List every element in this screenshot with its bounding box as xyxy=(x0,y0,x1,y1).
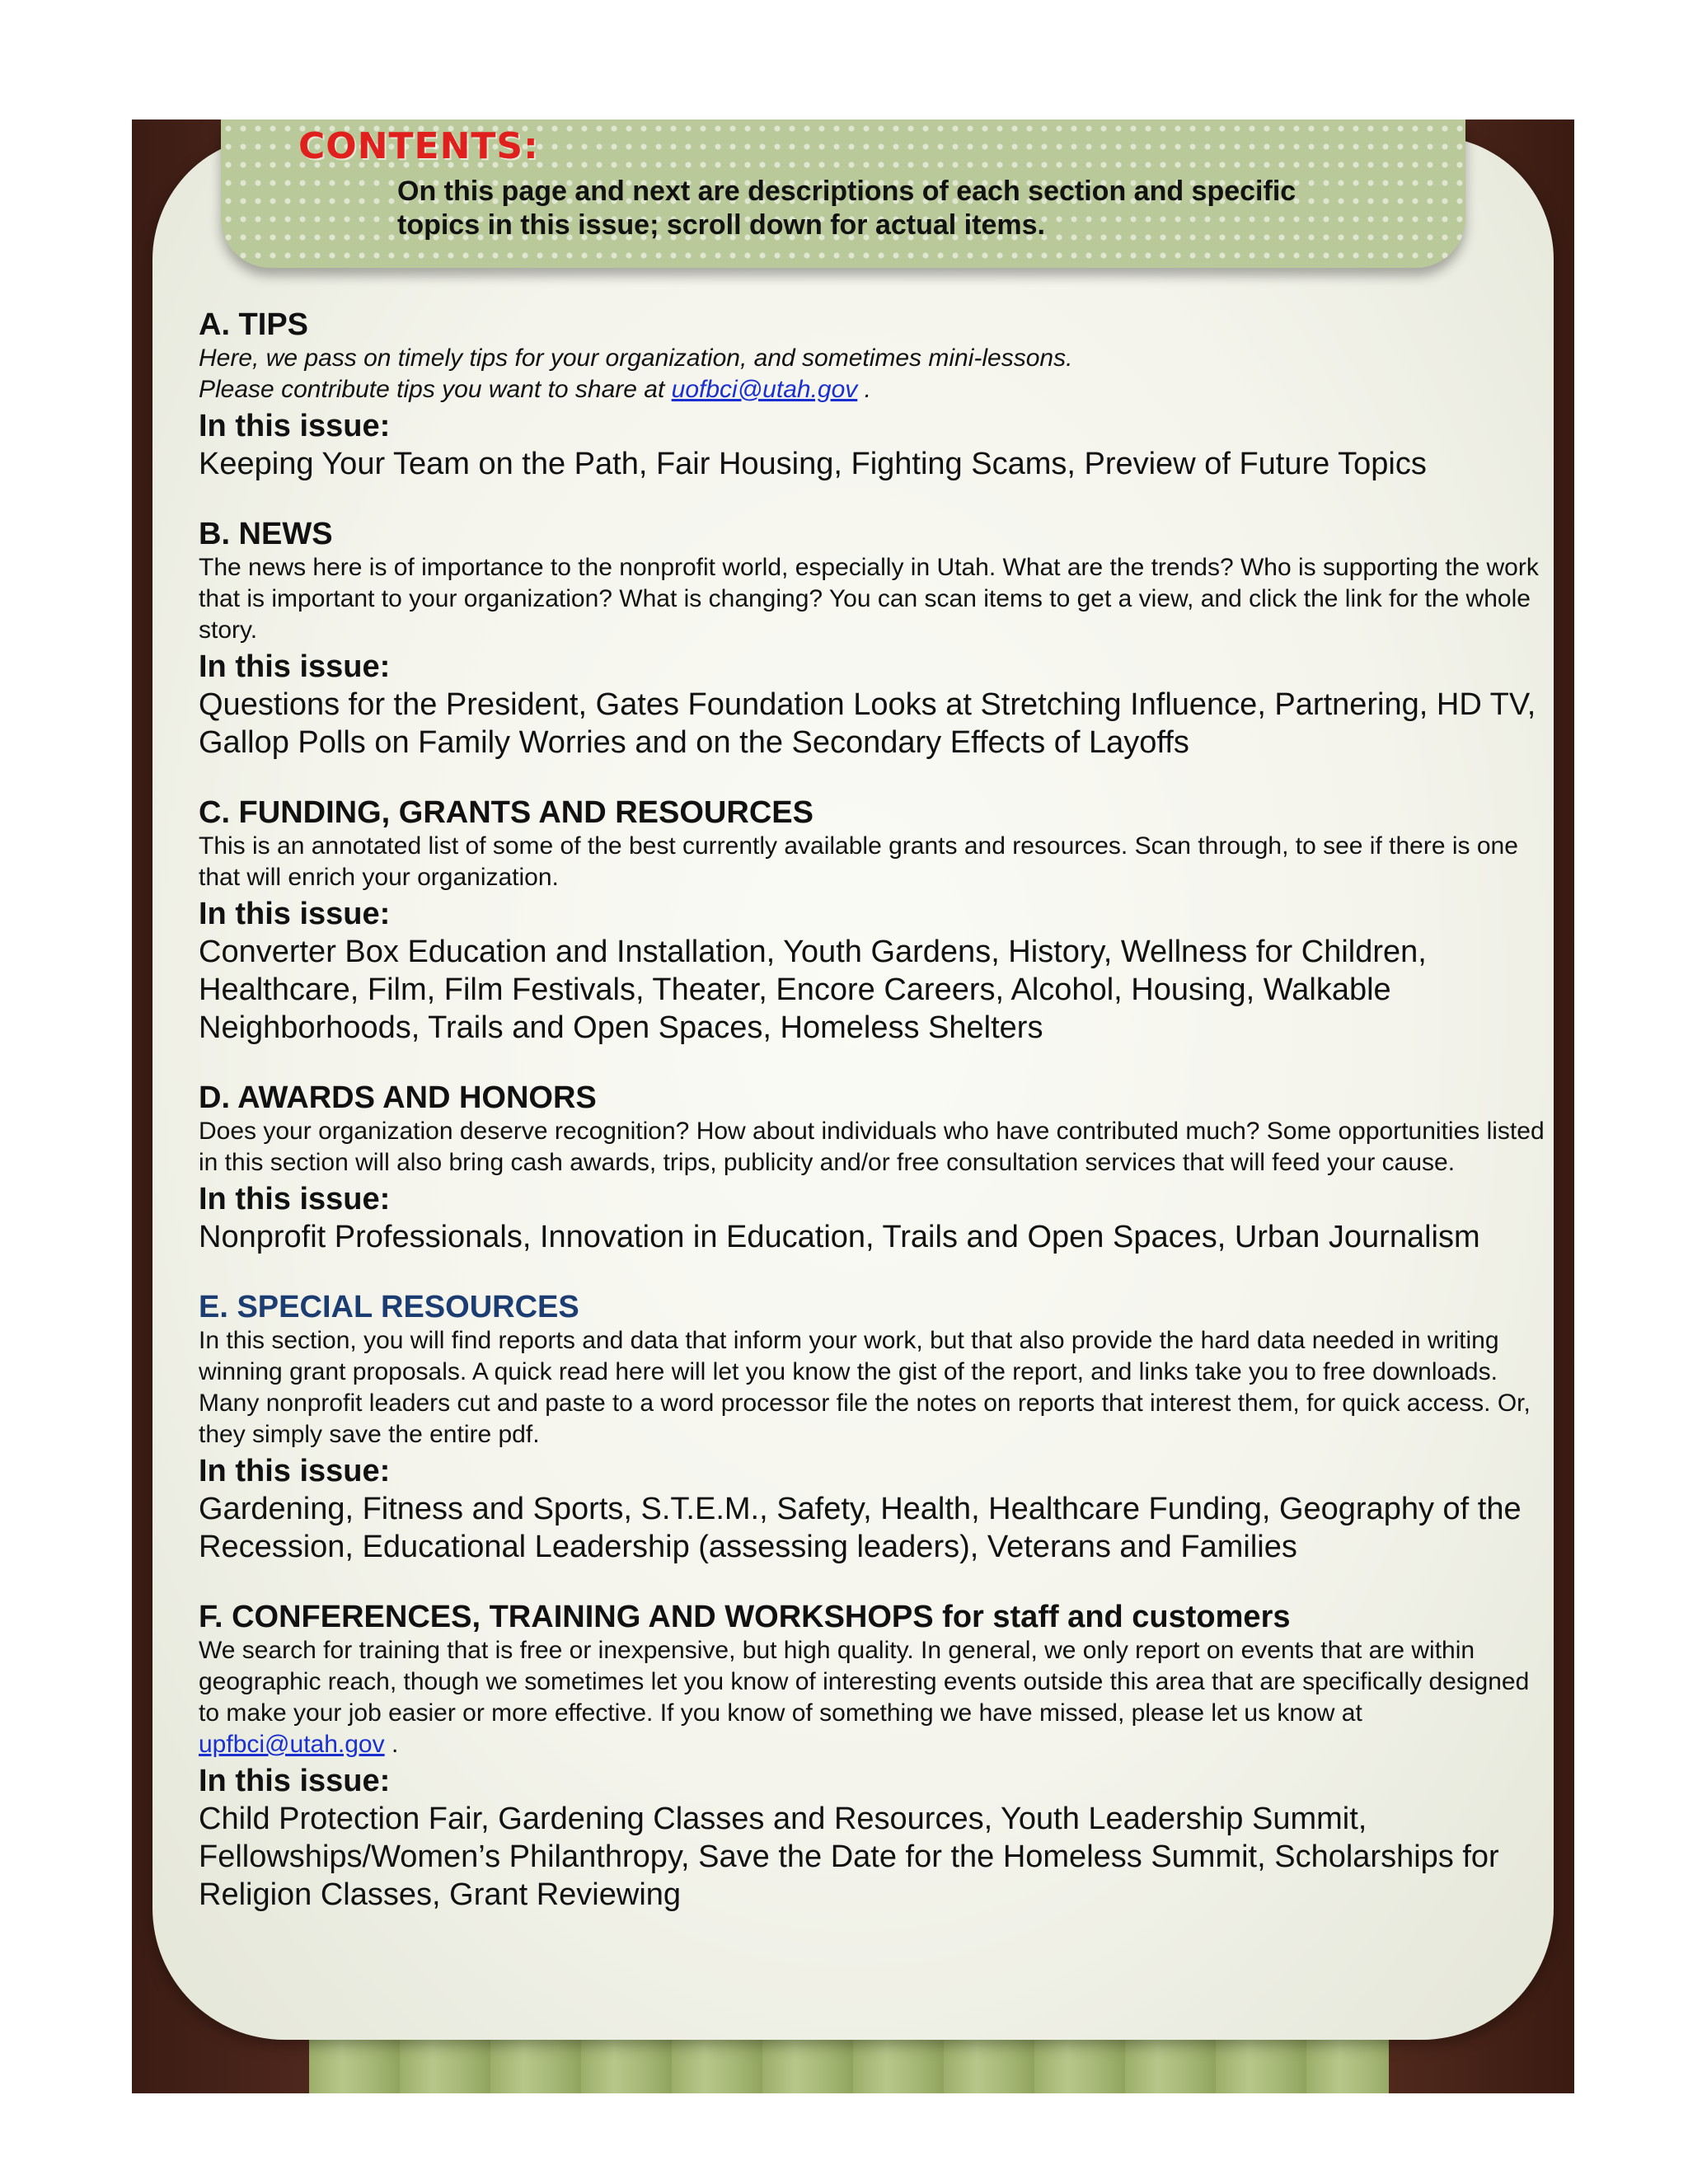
section-topics: Nonprofit Professionals, Innovation in Education, Trails and Open Spaces, Urban Journalism xyxy=(199,1220,1480,1254)
section-topics: Converter Box Education and Installation, Youth Gardens, History, Wellness for Children, Healthcare, Film, Film Festivals, Theater, Encore Careers, Alcohol, Housing, Walkable Neighborhoods, Trails and Open Spaces, Homeless Shelters xyxy=(199,935,1427,1045)
contents-description: On this page and next are descriptions of each section and specific topics in this issue; scroll down for actual items. xyxy=(397,176,1296,241)
section-conferences xyxy=(199,1599,1550,1914)
tips-email-link[interactable]: uofbci@utah.gov xyxy=(671,376,858,403)
description-suffix: . xyxy=(391,1731,399,1758)
conferences-email-link[interactable]: upfbci@utah.gov xyxy=(199,1731,385,1758)
section-news xyxy=(199,516,1550,762)
in-this-issue-label: In this issue: xyxy=(199,1454,391,1488)
section-heading: B. NEWS xyxy=(199,517,333,551)
section-description: In this section, you will find reports and data that inform your work, but that also provide the hard data needed in writing winning grant proposals. A quick read here will let you know the gist of the report, and links take you to free downloads. Many nonprofit leaders cut and paste to a word processor file the notes on reports that interest them, for quick access. Or, they simply save the entire pdf. xyxy=(199,1327,1531,1448)
section-description xyxy=(199,343,1550,405)
section-topics: Child Protection Fair, Gardening Classes and Resources, Youth Leadership Summit, Fellowships/Women’s Philanthropy, Save the Date for the Homeless Summit, Scholarships for Religion Classes, Grant Reviewing xyxy=(199,1802,1499,1912)
description-line: Here, we pass on timely tips for your organization, and sometimes mini-lessons. xyxy=(199,344,1073,372)
description-suffix: . xyxy=(864,376,871,403)
section-heading: F. CONFERENCES, TRAINING AND WORKSHOPS for staff and customers xyxy=(199,1600,1291,1634)
section-description: The news here is of importance to the nonprofit world, especially in Utah. What are the trends? Who is supporting the work that is important to your organization? What is changing? You can scan items to get a view, and click the link for the whole story. xyxy=(199,554,1539,644)
section-heading: D. AWARDS AND HONORS xyxy=(199,1080,597,1115)
section-awards xyxy=(199,1080,1550,1256)
section-description: This is an annotated list of some of the best currently available grants and resources. Scan through, to see if there is one that will enrich your organization. xyxy=(199,832,1518,891)
in-this-issue-label: In this issue: xyxy=(199,409,391,443)
section-tips xyxy=(199,307,1550,483)
section-heading: E. SPECIAL RESOURCES xyxy=(199,1290,579,1324)
in-this-issue-label: In this issue: xyxy=(199,1182,391,1216)
in-this-issue-label: In this issue: xyxy=(199,1764,391,1798)
in-this-issue-label: In this issue: xyxy=(199,649,391,684)
in-this-issue-label: In this issue: xyxy=(199,897,391,931)
section-topics: Gardening, Fitness and Sports, S.T.E.M., Safety, Health, Healthcare Funding, Geography of the Recession, Educational Leadership (assessing leaders), Veterans and Families xyxy=(199,1492,1522,1564)
section-special-resources xyxy=(199,1289,1550,1566)
section-topics: Keeping Your Team on the Path, Fair Housing, Fighting Scams, Preview of Future Topics xyxy=(199,447,1427,481)
section-funding xyxy=(199,794,1550,1047)
description-text: We search for training that is free or inexpensive, but high quality. In general, we only report on events that are within geographic reach, though we sometimes let you know of interesting events outside this area that are specifically designed to make your job easier or more effective. If you know of something we have missed, please let us know at xyxy=(199,1637,1530,1727)
section-heading: A. TIPS xyxy=(199,307,309,342)
section-description xyxy=(199,1635,1550,1760)
description-line: Please contribute tips you want to share at xyxy=(199,376,665,403)
contents-title: CONTENTS: xyxy=(298,125,539,167)
section-topics: Questions for the President, Gates Foundation Looks at Stretching Influence, Partnering, HD TV, Gallop Polls on Family Worries and on the Secondary Effects of Layoffs xyxy=(199,687,1536,760)
sections-container xyxy=(199,307,1550,1914)
section-heading: C. FUNDING, GRANTS AND RESOURCES xyxy=(199,795,814,830)
section-description: Does your organization deserve recognition? How about individuals who have contributed much? Some opportunities listed in this section will also bring cash awards, trips, publicity and/or free consultation services that will feed your cause. xyxy=(199,1118,1545,1176)
